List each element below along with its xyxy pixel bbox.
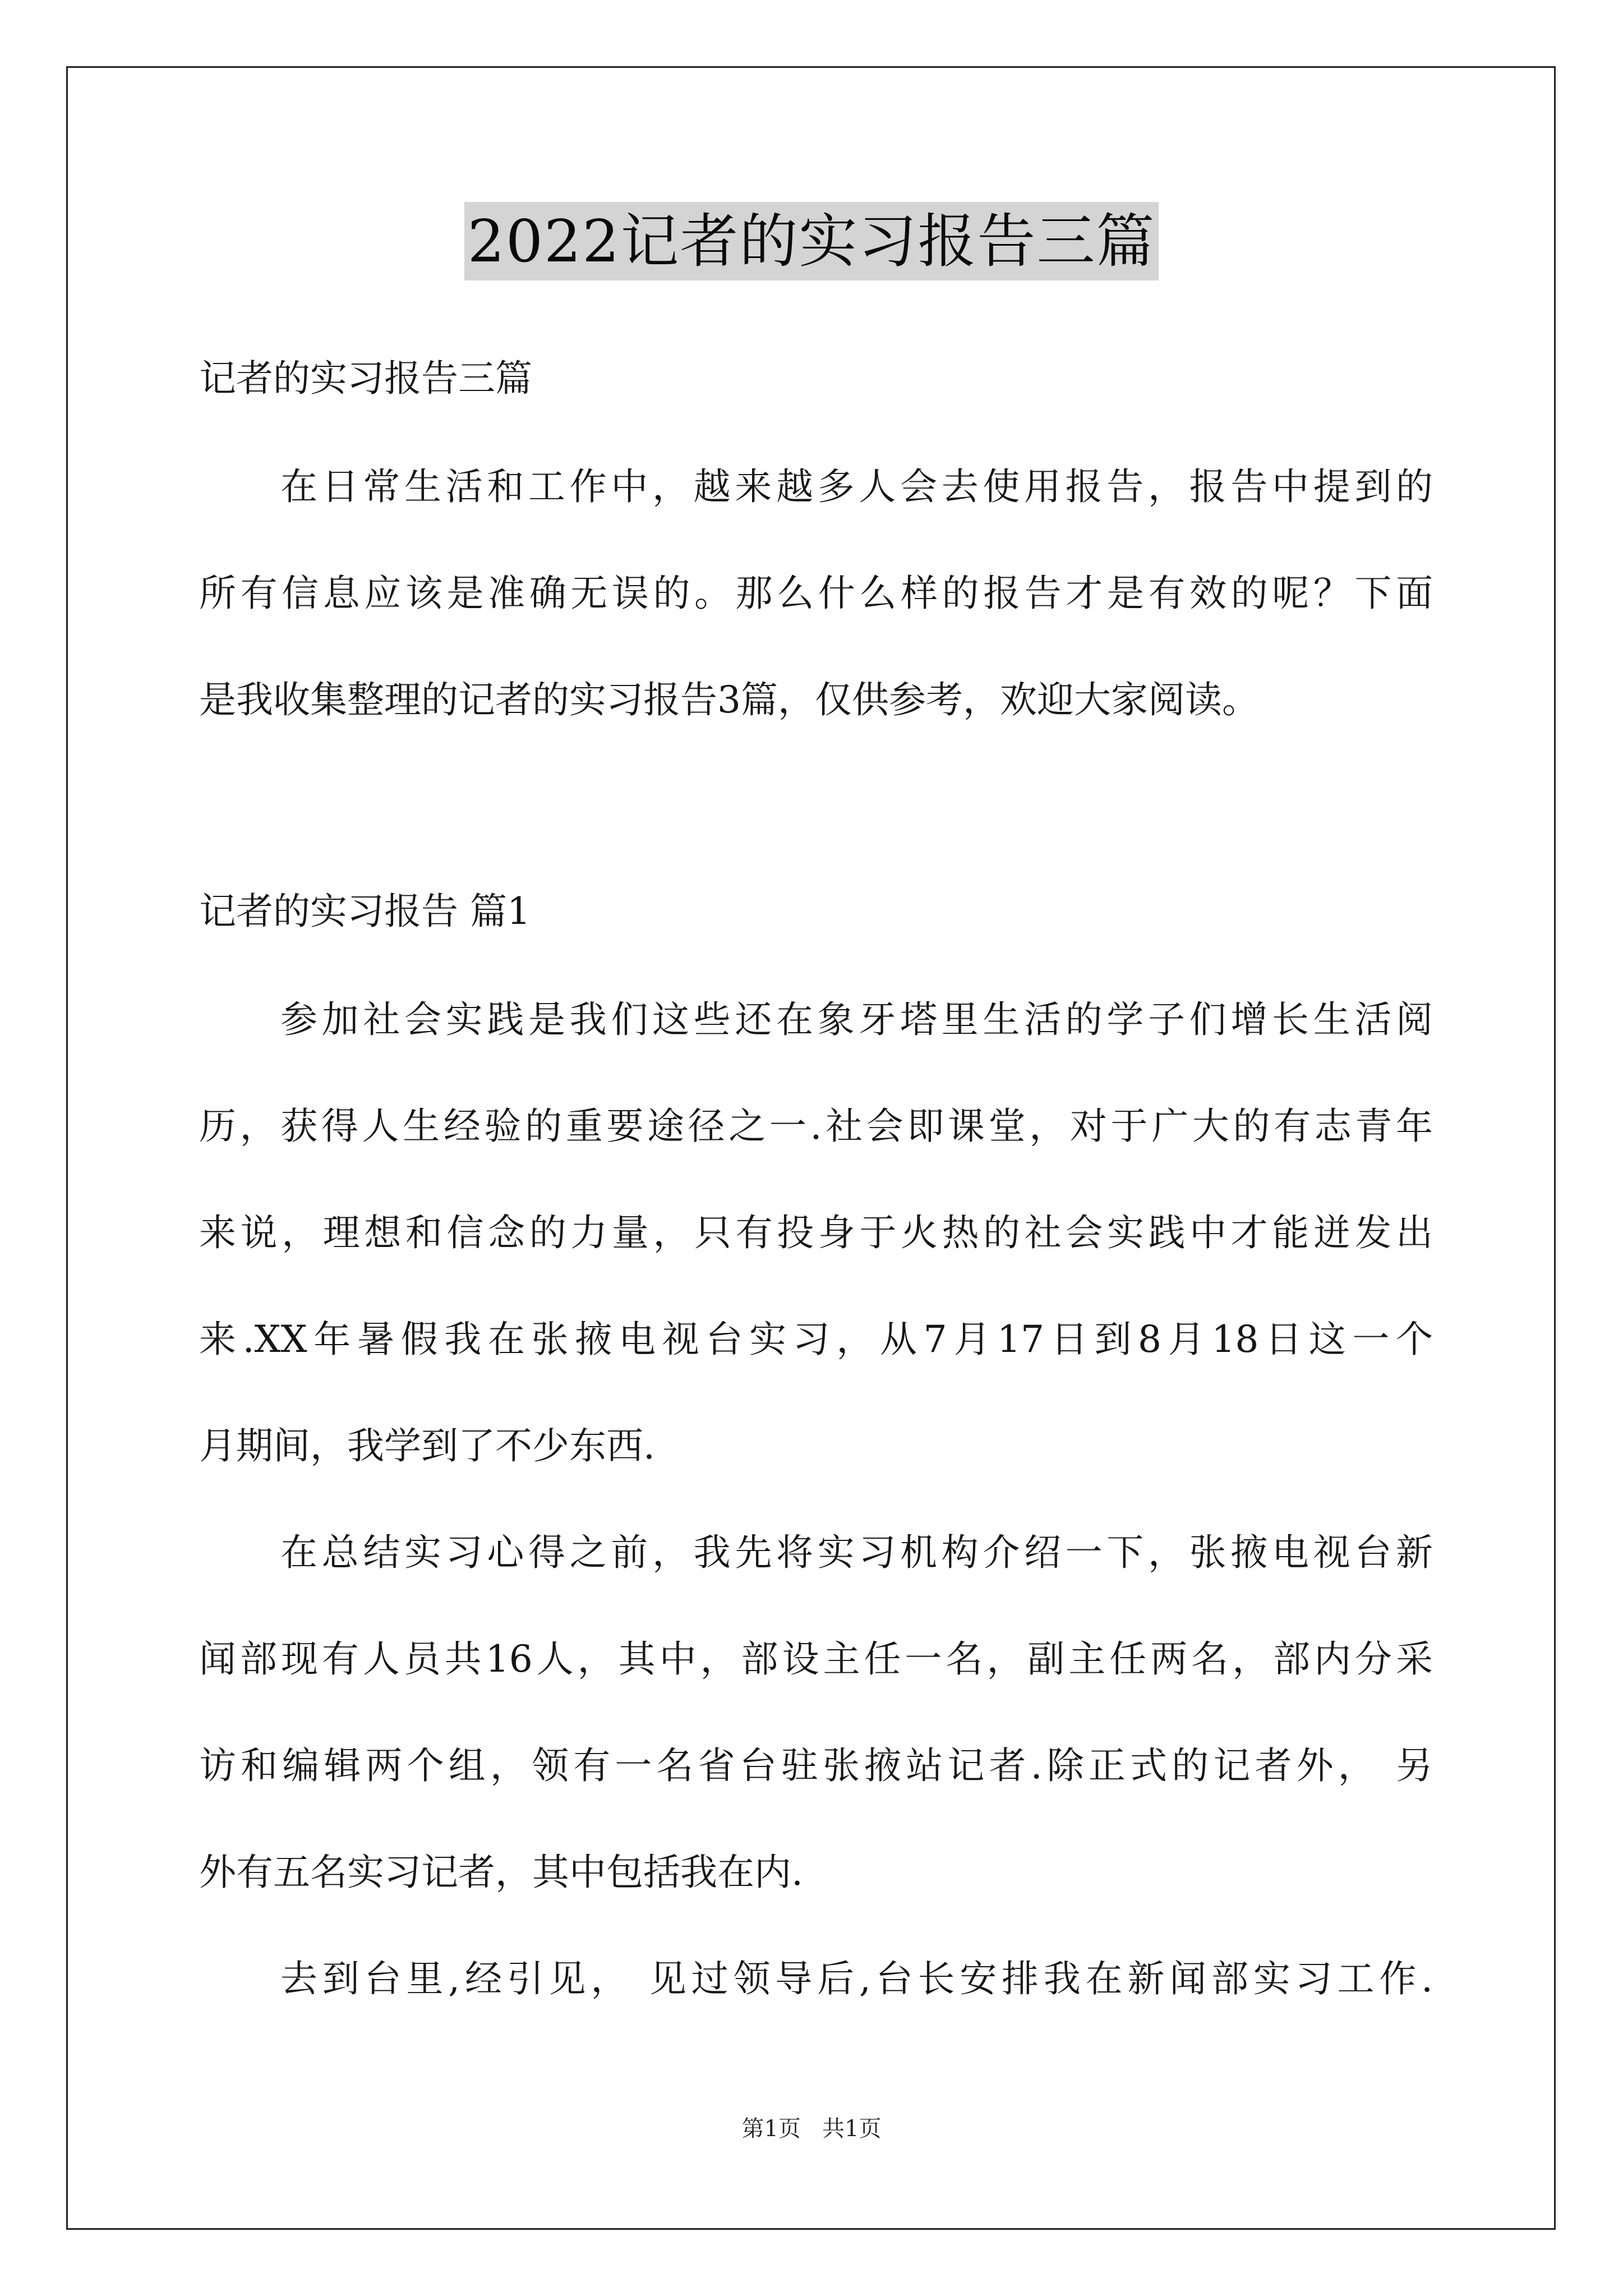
page-footer: 第1页 共1页: [741, 2116, 882, 2142]
paragraph2-line-2: 闻部现有人员共16人，其中，部设主任一名，副主任两名，部内分采: [199, 1637, 1433, 1681]
paragraph1-line-5: 月期间，我学到了不少东西.: [199, 1424, 655, 1467]
title-wrap: [0, 202, 1623, 280]
paragraph1-line-1: 参加社会实践是我们这些还在象牙塔里生活的学子们增长生活阅: [280, 998, 1433, 1041]
paragraph3-line-1: 去到台里,经引见， 见过领导后,台长安排我在新闻部实习工作.: [280, 1957, 1433, 2000]
document-title: 2022记者的实习报告三篇: [464, 202, 1159, 280]
paragraph1-line-2: 历，获得人生经验的重要途径之一.社会即课堂，对于广大的有志青年: [199, 1105, 1433, 1148]
intro-line-1: 在日常生活和工作中，越来越多人会去使用报告，报告中提到的: [280, 465, 1433, 508]
section-heading: 记者的实习报告 篇1: [199, 890, 531, 933]
intro-line-3: 是我收集整理的记者的实习报告3篇，仅供参考，欢迎大家阅读。: [199, 678, 1259, 721]
paragraph1-line-4: 来.XX年暑假我在张掖电视台实习，从7月17日到8月18日这一个: [199, 1318, 1433, 1361]
paragraph2-line-4: 外有五名实习记者，其中包括我在内.: [199, 1851, 803, 1894]
subtitle: 记者的实习报告三篇: [199, 357, 532, 400]
intro-line-2: 所有信息应该是准确无误的。那么什么样的报告才是有效的呢？下面: [199, 572, 1433, 615]
paragraph1-line-3: 来说，理想和信念的力量，只有投身于火热的社会实践中才能迸发出: [199, 1211, 1433, 1254]
paragraph2-line-3: 访和编辑两个组，领有一名省台驻张掖站记者.除正式的记者外， 另: [199, 1744, 1433, 1787]
paragraph2-line-1: 在总结实习心得之前，我先将实习机构介绍一下，张掖电视台新: [280, 1531, 1433, 1574]
